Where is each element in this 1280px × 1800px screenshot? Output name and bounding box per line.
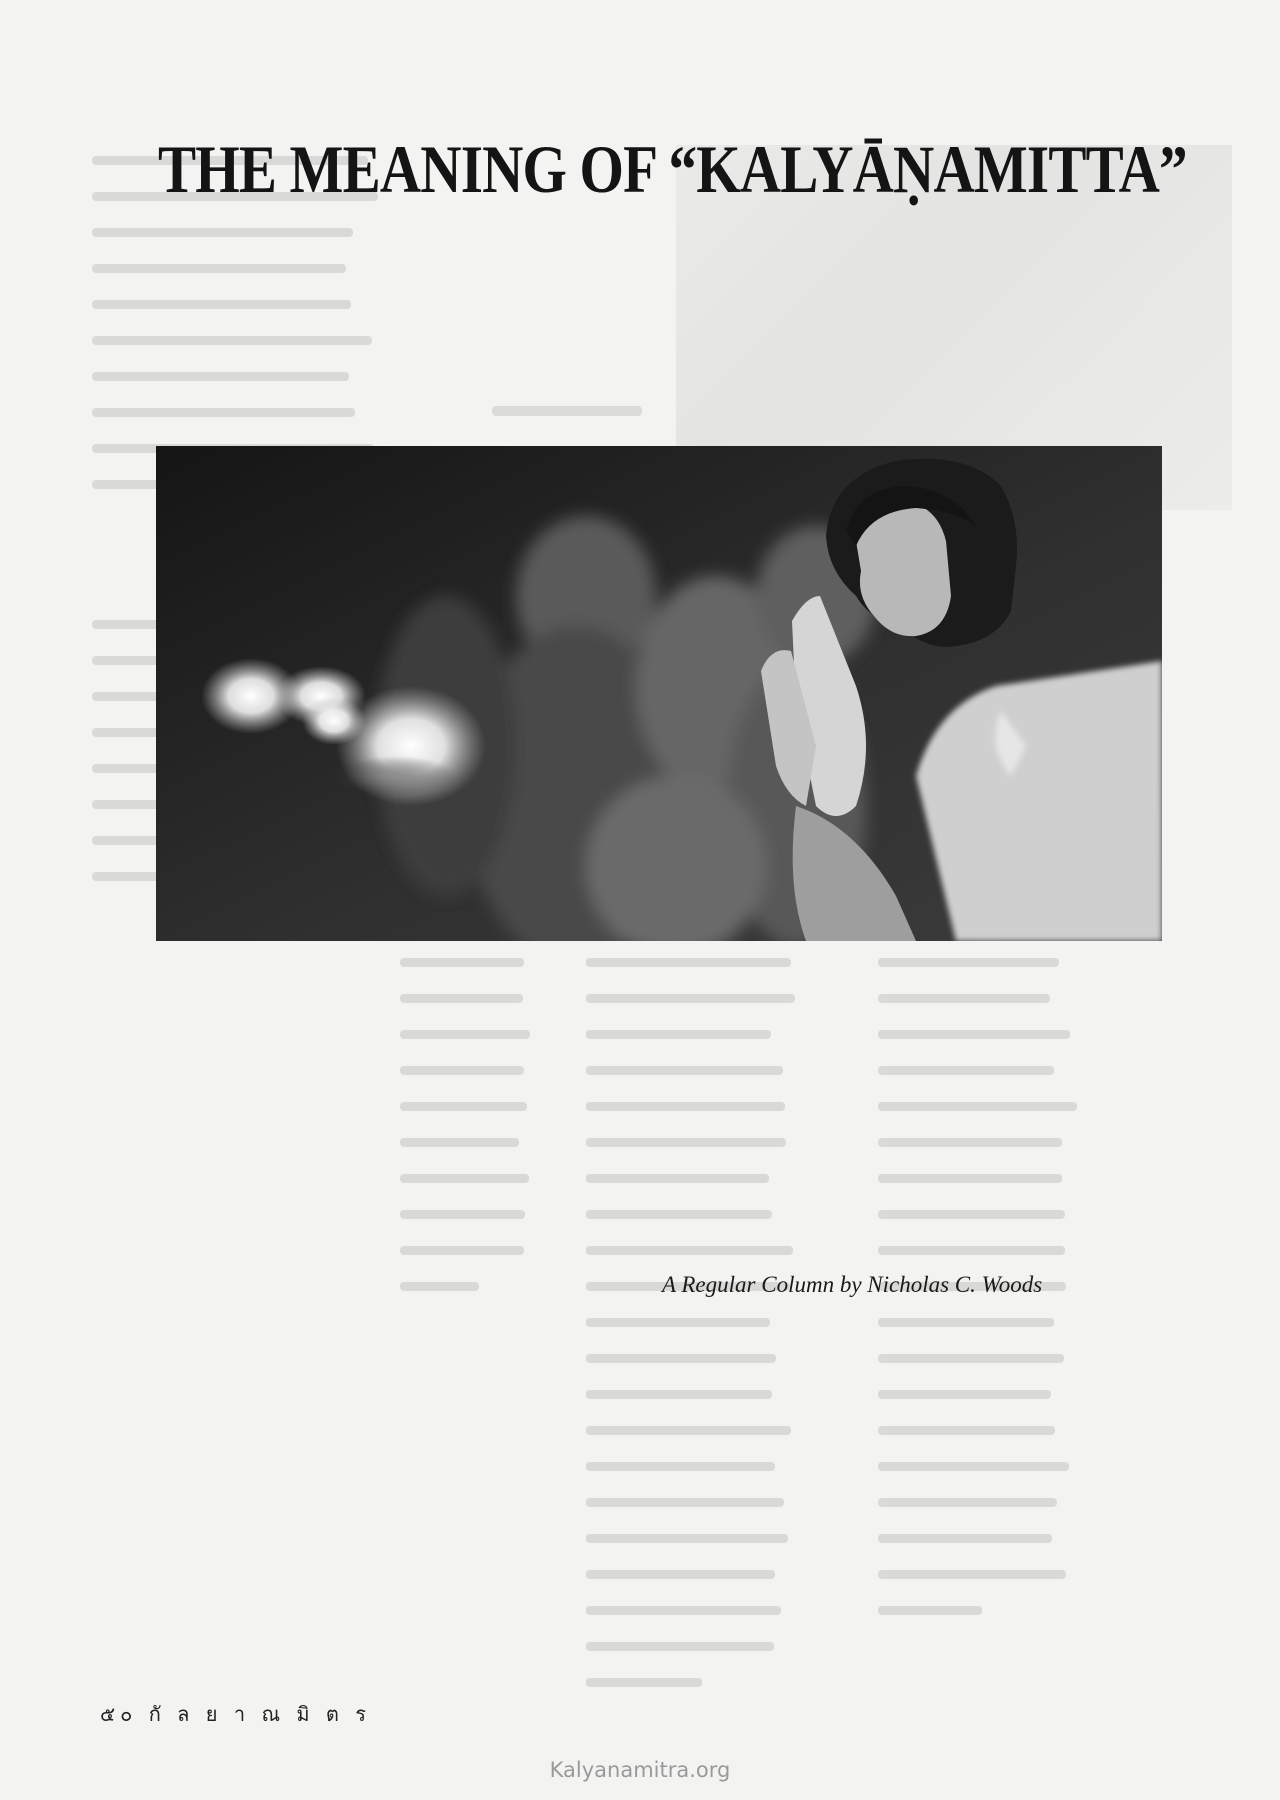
bleed-through-line — [878, 1448, 1178, 1484]
bleed-through-line — [878, 1304, 1178, 1340]
bleed-through-line — [586, 1124, 876, 1160]
article-byline: A Regular Column by Nicholas C. Woods — [662, 1272, 1043, 1297]
page-number-footer: ๕๐ กั ล ย า ณ มิ ต ร — [100, 1702, 371, 1726]
bleed-through-line — [586, 1520, 876, 1556]
bleed-through-line — [586, 1016, 876, 1052]
bleed-through-line — [586, 944, 876, 980]
bleed-through-line — [878, 1232, 1178, 1268]
bleed-through-line — [586, 1196, 876, 1232]
bleed-through-line — [586, 1088, 876, 1124]
bleed-through-line — [92, 250, 382, 286]
bleed-through-line — [878, 1340, 1178, 1376]
bleed-through-line — [586, 1304, 876, 1340]
bleed-through-line — [586, 1340, 876, 1376]
bleed-through-line — [586, 1628, 876, 1664]
bleed-through-line — [92, 214, 382, 250]
bleed-through-line — [586, 1160, 876, 1196]
bleed-through-line — [92, 286, 382, 322]
bleed-through-line — [586, 1484, 876, 1520]
bleed-through-line — [878, 1520, 1178, 1556]
bleed-through-line — [878, 944, 1178, 980]
article-title: THE MEANING OF “KALYĀṆAMITTA” — [158, 131, 1187, 207]
bleed-through-line — [878, 1160, 1178, 1196]
bleed-through-line — [878, 1592, 1178, 1628]
bleed-through-column-3 — [586, 944, 876, 1700]
praying-woman-photo — [156, 446, 1162, 941]
bleed-through-line — [92, 394, 382, 430]
bleed-through-line — [878, 1412, 1178, 1448]
bleed-through-line — [586, 980, 876, 1016]
bleed-through-line — [586, 1556, 876, 1592]
bleed-through-line — [878, 1556, 1178, 1592]
bleed-through-line — [92, 358, 382, 394]
bleed-through-line — [586, 1376, 876, 1412]
article-photo — [156, 446, 1162, 941]
bleed-through-caption — [492, 406, 642, 416]
bleed-through-line — [878, 980, 1178, 1016]
bleed-through-line — [586, 1052, 876, 1088]
bleed-through-line — [586, 1664, 876, 1700]
bleed-through-line — [586, 1232, 876, 1268]
bleed-through-line — [586, 1592, 876, 1628]
bleed-through-line — [878, 1124, 1178, 1160]
bleed-through-line — [878, 1484, 1178, 1520]
bleed-through-line — [878, 1196, 1178, 1232]
bleed-through-line — [878, 1088, 1178, 1124]
bleed-through-line — [878, 1052, 1178, 1088]
bleed-through-line — [92, 322, 382, 358]
bleed-through-line — [586, 1448, 876, 1484]
bleed-through-line — [878, 1376, 1178, 1412]
bleed-through-line — [878, 1016, 1178, 1052]
bleed-through-line — [586, 1412, 876, 1448]
site-watermark: Kalyanamitra.org — [549, 1758, 731, 1782]
